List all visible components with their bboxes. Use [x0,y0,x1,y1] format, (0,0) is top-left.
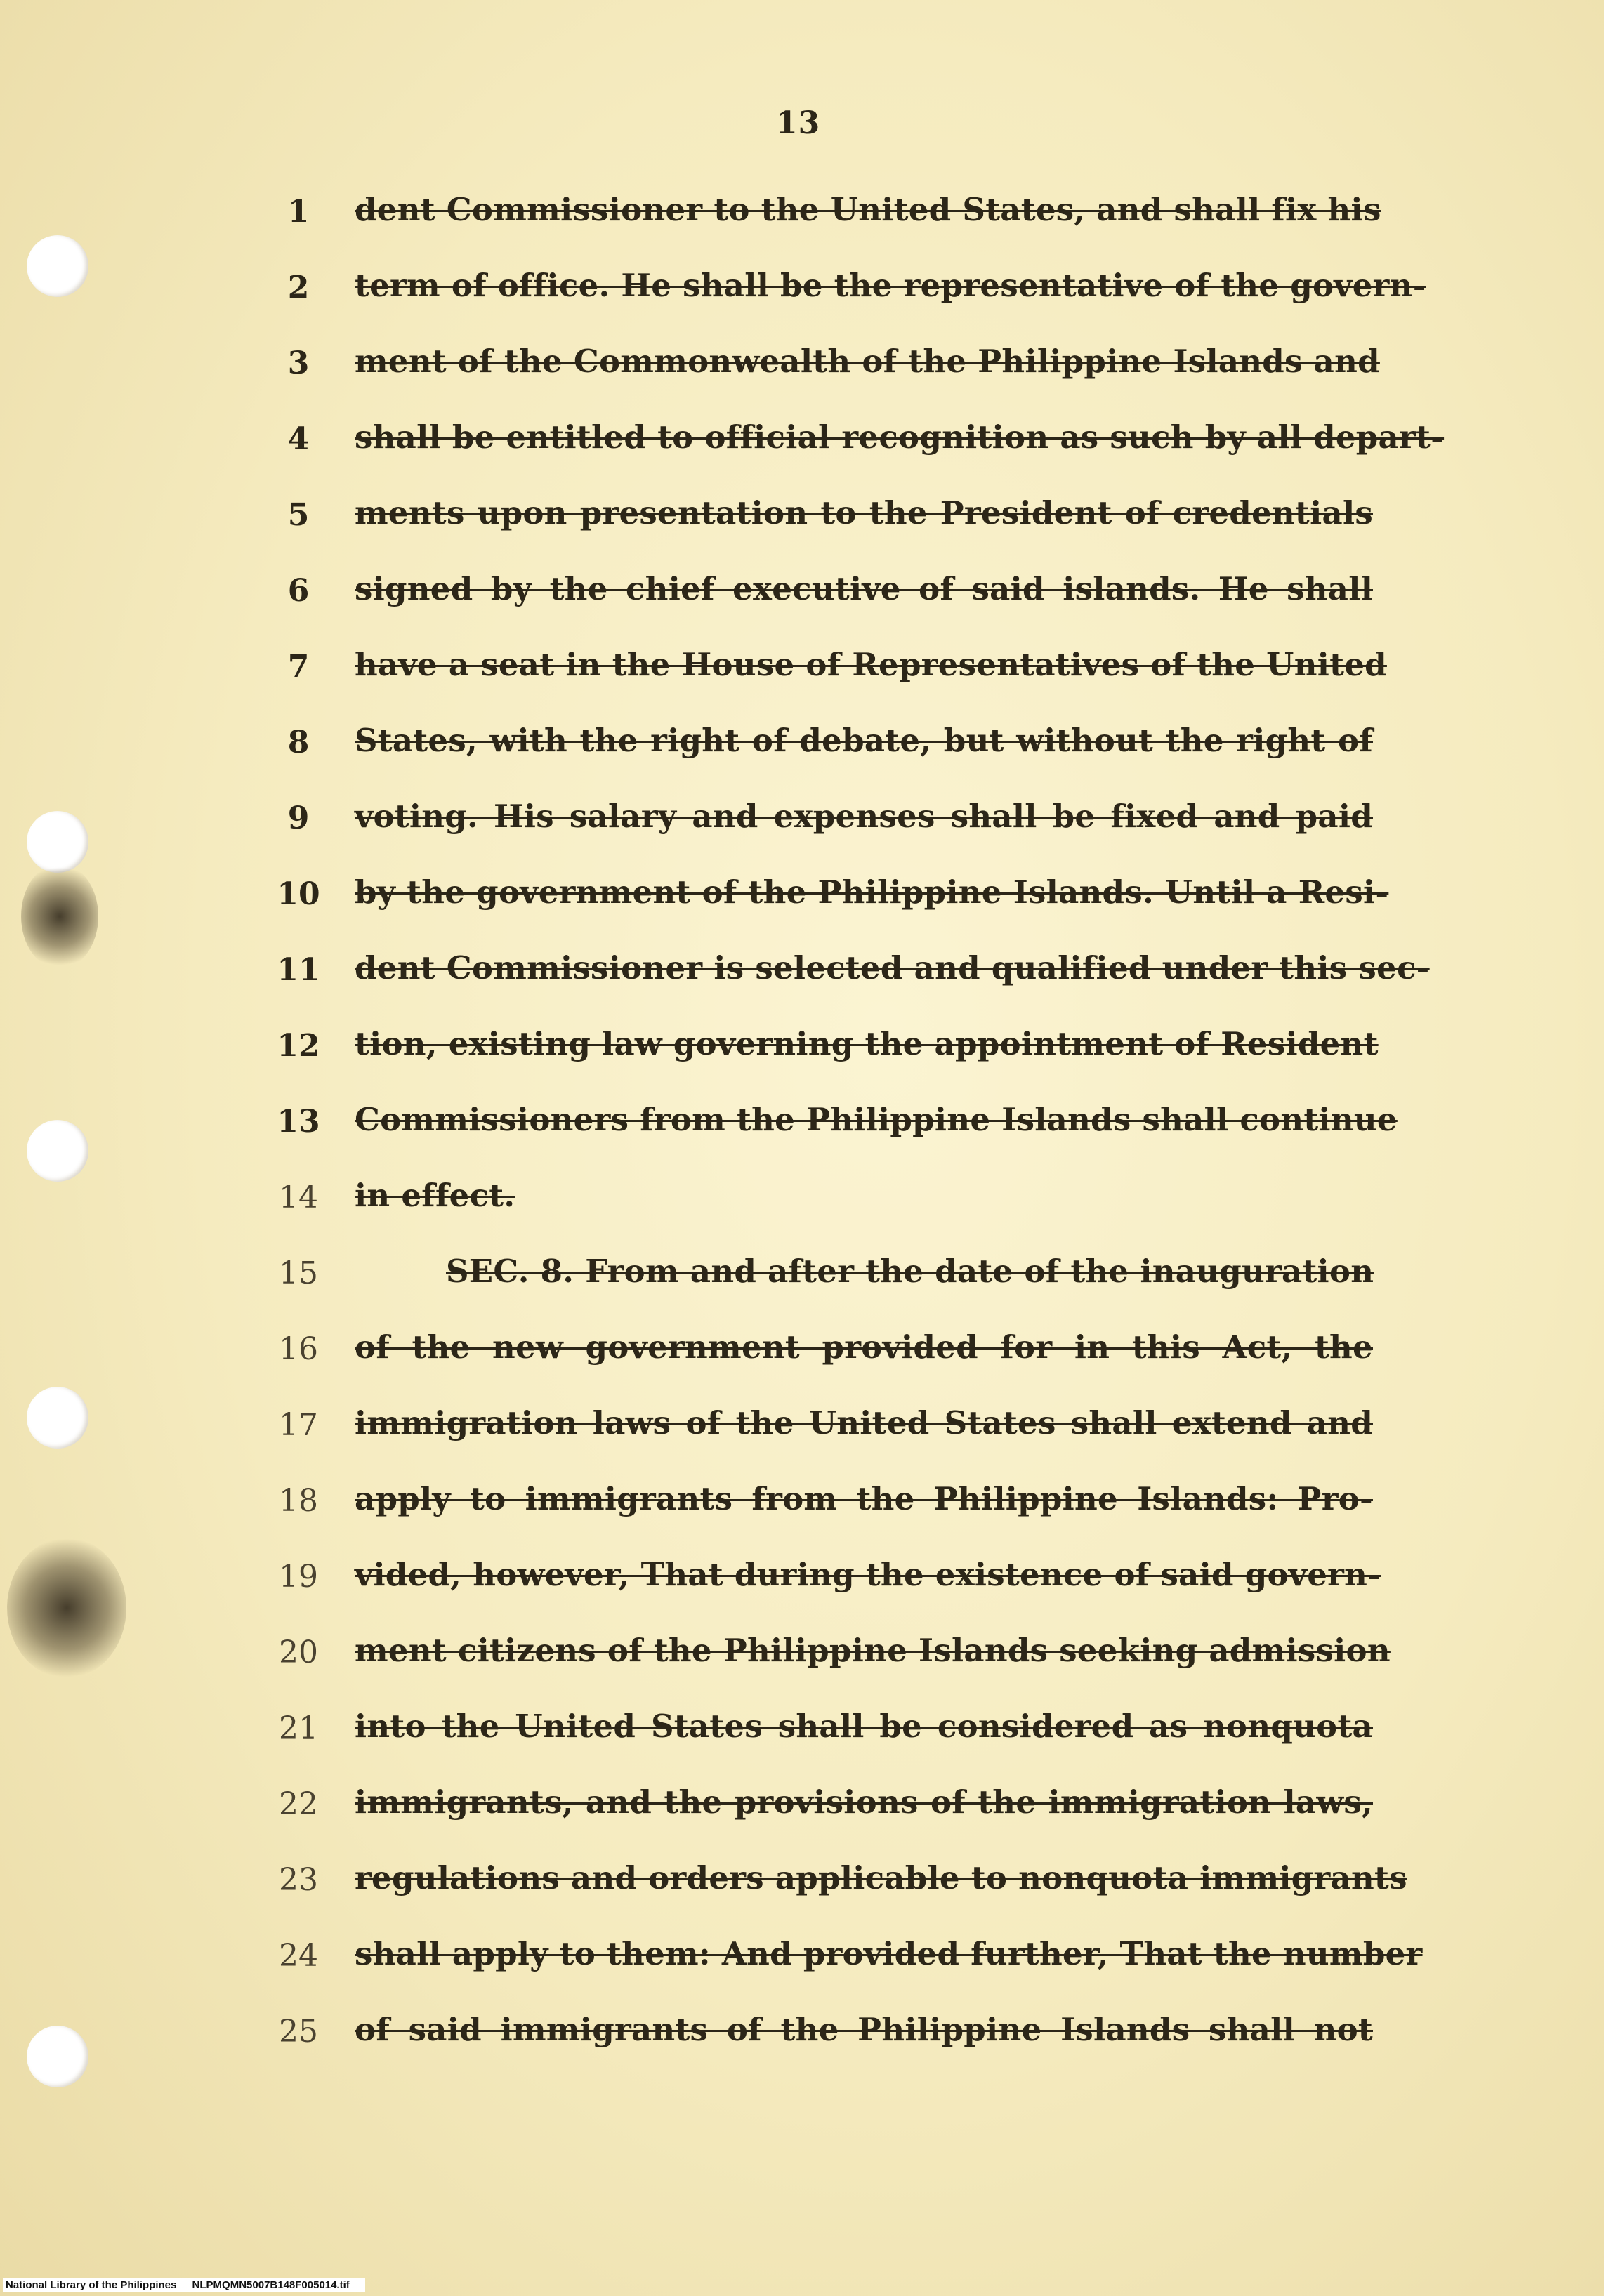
line-number: 9 [287,800,310,836]
line-number: 7 [287,649,310,685]
line-text: apply to immigrants from the Philippine Islands: Pro- [355,1480,1373,1517]
text-line [0,715,1604,771]
line-text: ment citizens of the Philippine Islands seeking admission [355,1632,1391,1669]
line-text: immigration laws of the United States shall extend and [355,1404,1373,1441]
line-number: 25 [279,2014,318,2050]
line-number: 3 [287,345,310,381]
text-line [0,2004,1604,2060]
text-line [0,563,1604,619]
text-line [0,1473,1604,1529]
page-number: 13 [776,105,821,141]
line-number: 24 [279,1938,318,1974]
text-line [0,1246,1604,1302]
line-number: 23 [279,1862,318,1898]
text-line [0,1549,1604,1605]
line-text: by the government of the Philippine Islands. Until a Resi- [355,873,1389,911]
text-line [0,487,1604,543]
line-text: term of office. He shall be the representative of the govern- [355,267,1426,304]
text-line [0,791,1604,847]
line-text: dent Commissioner is selected and qualified under this sec- [355,949,1430,987]
line-number: 17 [279,1407,318,1443]
line-text: dent Commissioner to the United States, and shall fix his [355,191,1381,228]
line-number: 20 [279,1635,318,1670]
line-number: 4 [287,421,310,457]
scan-footer [3,2278,365,2292]
line-number: 18 [279,1483,318,1519]
line-text: Commissioners from the Philippine Islands shall continue [355,1101,1398,1138]
text-line [0,1170,1604,1226]
file-id: NLPMQMN5007B148F005014.tif [192,2279,350,2291]
line-text: States, with the right of debate, but without the right of [355,722,1373,759]
line-text: ments upon presentation to the President of credentials [355,494,1373,532]
line-text: vided, however, That during the existence of said govern- [355,1556,1381,1593]
text-line [0,1776,1604,1833]
text-line [0,1321,1604,1378]
line-number: 11 [277,952,320,988]
line-text: signed by the chief executive of said islands. He shall [355,570,1373,607]
line-text: SEC. 8. From and after the date of the inauguration [446,1253,1374,1290]
library-credit: National Library of the Philippines [6,2279,177,2291]
line-number: 15 [279,1255,318,1291]
line-number: 2 [287,270,310,305]
line-text: voting. His salary and expenses shall be fixed and paid [355,798,1373,835]
text-line [0,639,1604,695]
text-line [0,866,1604,923]
line-number: 14 [279,1180,318,1215]
line-text: of the new government provided for in this Act, the [355,1328,1373,1366]
text-line [0,1625,1604,1681]
text-line [0,1928,1604,1984]
line-number: 16 [279,1331,318,1367]
line-number: 5 [287,497,310,533]
line-text: into the United States shall be considered as nonquota [355,1708,1373,1745]
text-line [0,1018,1604,1074]
line-text: regulations and orders applicable to nonquota immigrants [355,1859,1407,1896]
line-text: in effect. [355,1177,515,1214]
line-number: 8 [287,725,310,760]
line-number: 6 [287,573,310,609]
text-line [0,260,1604,316]
line-text: have a seat in the House of Representatives of the United [355,646,1387,683]
text-line [0,336,1604,392]
line-text: ment of the Commonwealth of the Philippine Islands and [355,343,1380,380]
text-line [0,184,1604,240]
text-line [0,1701,1604,1757]
line-number: 13 [277,1104,320,1140]
line-number: 21 [279,1710,318,1746]
text-line [0,411,1604,468]
line-text: immigrants, and the provisions of the immigration laws, [355,1783,1373,1821]
line-number: 1 [287,194,310,230]
line-text: tion, existing law governing the appointment of Resident [355,1025,1379,1062]
line-number: 19 [279,1559,318,1595]
line-number: 10 [277,876,320,912]
line-number: 22 [279,1786,318,1822]
line-text: of said immigrants of the Philippine Islands shall not [355,2011,1373,2048]
text-line [0,1852,1604,1908]
text-line [0,942,1604,998]
line-text: shall apply to them: And provided further, That the number [355,1935,1423,1972]
text-line [0,1397,1604,1453]
text-line [0,1094,1604,1150]
line-number: 12 [277,1028,320,1064]
line-text: shall be entitled to official recognition as such by all depart- [355,418,1445,456]
